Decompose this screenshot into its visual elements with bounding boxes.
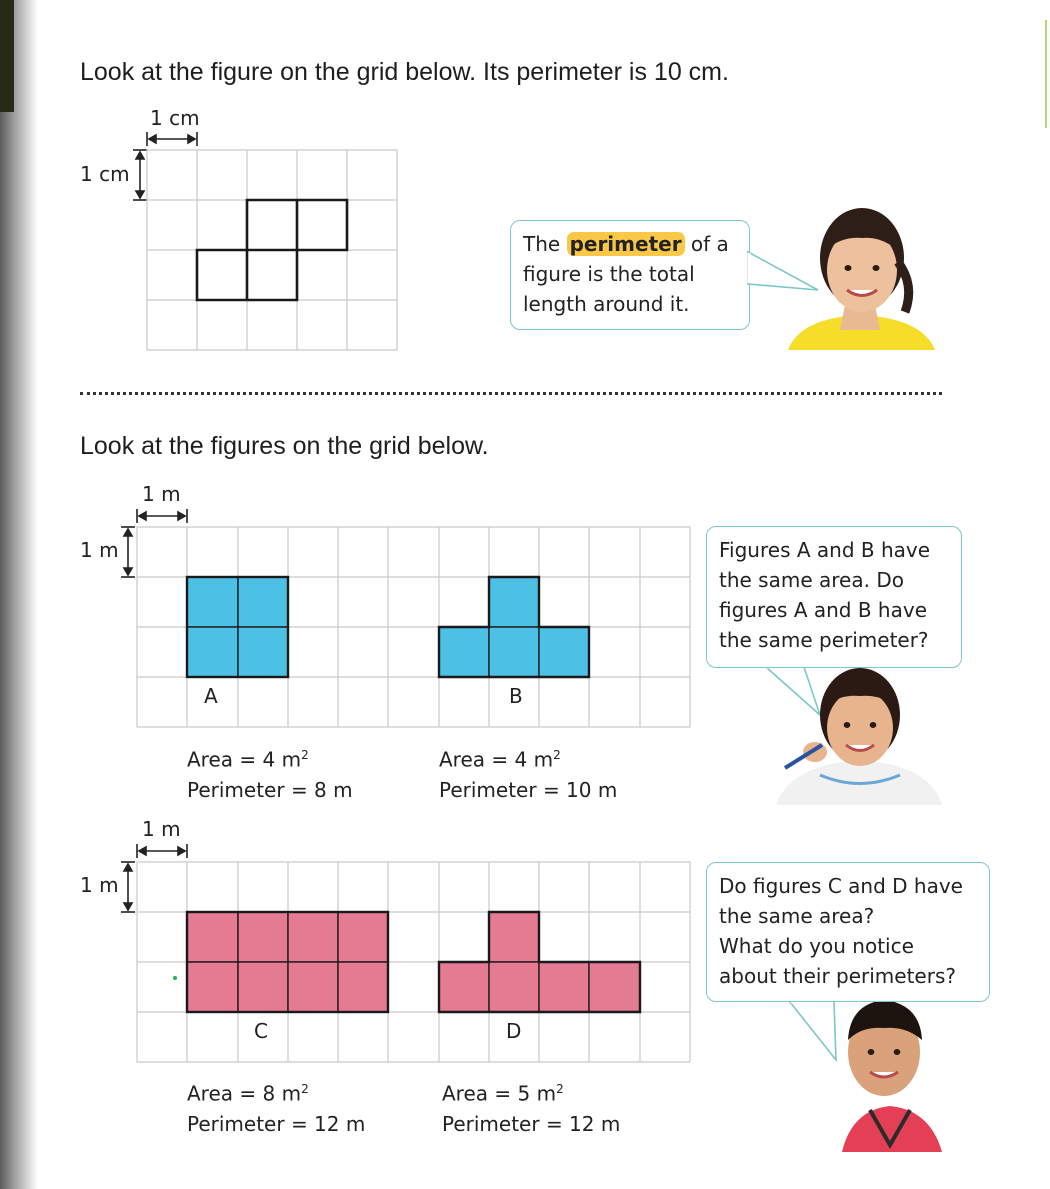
highlight-perimeter: perimeter [567,232,685,256]
figure-d [439,912,640,1012]
figure-d-label: D [506,1019,522,1043]
figure-a-label: A [204,684,218,708]
figure-b-label: B [509,684,523,708]
figure-c-perimeter: Perimeter = 12 m [187,1111,366,1136]
speech-bubble-cd [706,862,990,1002]
grid2-unit-arrows [121,844,187,912]
grid1-unit-label-horizontal: 1 m [142,482,181,506]
unit-label-horizontal: 1 cm [150,106,200,130]
figure-c-formulas [187,1074,365,1139]
grid2-unit-label-horizontal: 1 m [142,817,181,841]
bubble-line-2: figure is the total [523,262,695,286]
figure-c [187,912,388,1012]
figure-b-area: Area = 4 $m^2$ [439,747,561,772]
figure-d-perimeter: Perimeter = 12 m [442,1111,621,1136]
figure-a-area: Area = 4 $m^2$ [187,747,309,772]
figure-d-formulas [442,1074,620,1139]
bubble-cd-line-1: Do figures C and D have [719,874,963,898]
bubble-ab-line-4: the same perimeter? [719,628,929,652]
figure-c-area: Area = 8 $m^2$ [187,1081,309,1106]
grid1-unit-label-vertical: 1 m [80,538,119,562]
figure-b-perimeter: Perimeter = 10 m [439,777,618,802]
figure-a-perimeter: Perimeter = 8 m [187,777,353,802]
section1-heading: Look at the figure on the grid below. Its perimeter is 10 cm. [80,58,729,86]
bubble-cd-line-2: the same area? [719,904,875,928]
figure-d-area: Area = 5 $m^2$ [442,1081,564,1106]
figure-c-label: C [254,1019,268,1043]
bubble-ab-line-1: Figures A and B have [719,538,931,562]
bubble-cd-line-3: What do you notice [719,934,914,958]
stray-mark [173,976,177,980]
bubble-line-3: length around it. [523,292,690,316]
bubble-line-1: The perimeter of a [523,232,729,256]
unit-label-vertical: 1 cm [80,162,130,186]
bubble-ab-line-2: the same area. Do [719,568,904,592]
bubble-cd-line-4: about their perimeters? [719,964,956,988]
grid2-unit-label-vertical: 1 m [80,873,119,897]
bubble-ab-line-3: figures A and B have [719,598,928,622]
section2-heading: Look at the figures on the grid below. [80,432,489,460]
